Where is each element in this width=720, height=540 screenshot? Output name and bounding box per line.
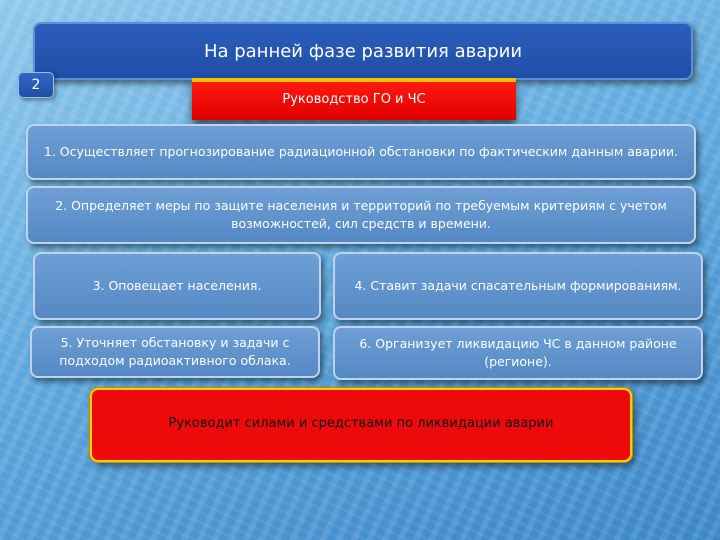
duty-text-4: 4. Ставит задачи спасательным формированиям. (354, 278, 682, 293)
slide-number-badge (18, 72, 54, 98)
duty-card-6 (333, 326, 703, 380)
duty-text-2: 2. Определяет меры по защите населения и территорий по требуемым критериям с учетом возможностей, сил средств и времени. (55, 198, 667, 231)
duty-text-6: 6. Организует ликвидацию ЧС в данном районе (регионе). (359, 336, 677, 369)
duty-card-2 (26, 186, 696, 244)
duty-text-3: 3. Оповещает населения. (92, 278, 262, 293)
slide-number: 2 (31, 77, 41, 93)
header-title: На ранней фазе развития аварии (203, 41, 523, 62)
leadership-tab (192, 78, 516, 120)
command-action-text: Руководит силами и средствами по ликвидации аварии (168, 416, 554, 431)
header-banner (33, 22, 693, 80)
command-action-box (90, 388, 632, 462)
duty-card-4 (333, 252, 703, 320)
duty-text-1: 1. Осуществляет прогнозирование радиационной обстановки по фактическим данным аварии. (43, 144, 679, 159)
duty-card-1 (26, 124, 696, 180)
duty-text-5: 5. Уточняет обстановку и задачи с подходом радиоактивного облака. (59, 335, 291, 368)
duty-card-5 (30, 326, 320, 378)
duty-card-3 (33, 252, 321, 320)
leadership-tab-label: Руководство ГО и ЧС (282, 92, 426, 107)
